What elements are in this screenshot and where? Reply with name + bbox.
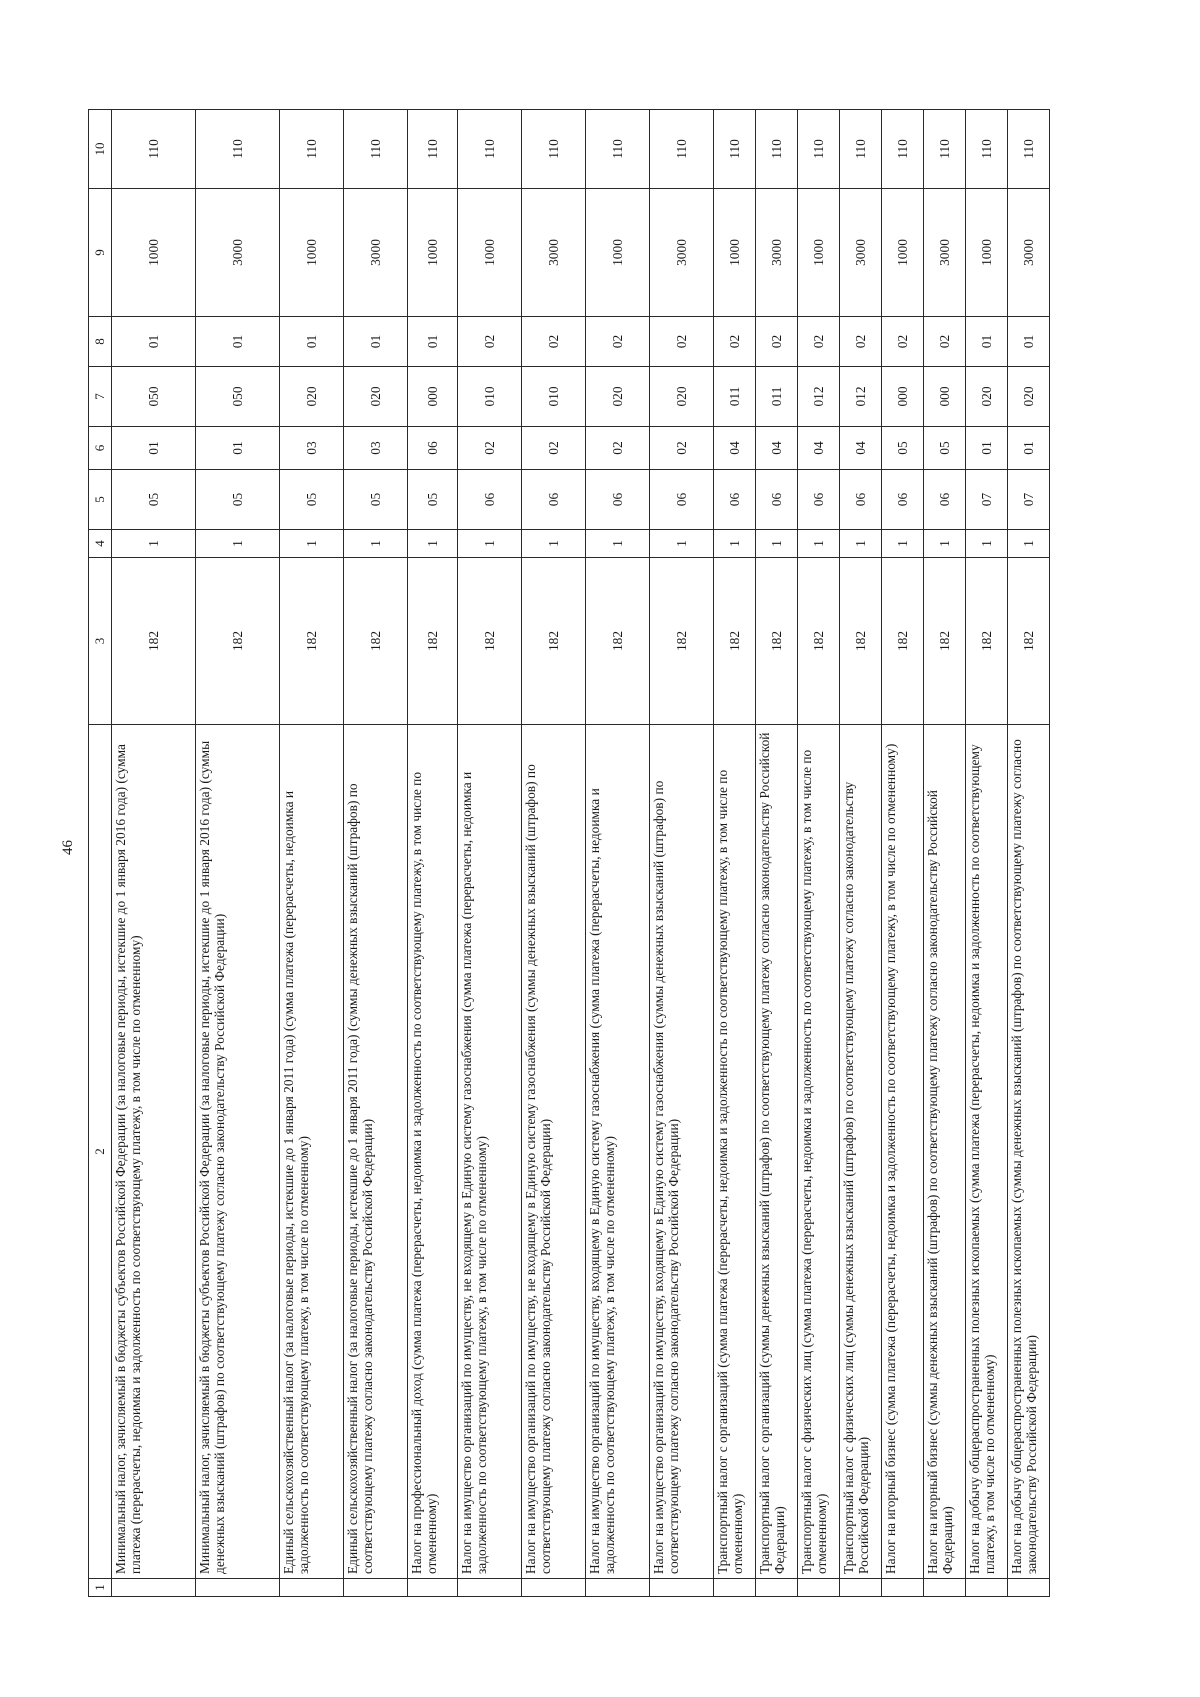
- row-cell-col1: [1008, 1579, 1050, 1597]
- row-cell-c5: 07: [1008, 470, 1050, 530]
- row-cell-c3: 182: [756, 558, 798, 725]
- row-cell-c10: 110: [714, 110, 756, 189]
- row-description: Транспортный налог с организаций (суммы денежных взысканий (штрафов) по соответствующему платежу согласно законодательству Российской Федерации): [756, 725, 798, 1579]
- row-cell-c6: 06: [408, 427, 458, 470]
- table-row: [344, 110, 408, 1597]
- row-cell-c3: 182: [458, 558, 522, 725]
- page-number: 46: [60, 840, 76, 855]
- row-cell-col1: [280, 1579, 344, 1597]
- row-description: Налог на имущество организаций по имуществу, входящему в Единую систему газоснабжения (суммы денежных взысканий (штрафов) по соответствующему платежу согласно законодательству Российской Федерации): [650, 725, 714, 1579]
- row-cell-col1: [924, 1579, 966, 1597]
- row-cell-c8: 02: [924, 317, 966, 367]
- row-cell-c4: 1: [924, 530, 966, 558]
- row-cell-c5: 05: [196, 470, 280, 530]
- row-cell-c3: 182: [840, 558, 882, 725]
- table-row: [522, 110, 586, 1597]
- row-cell-c8: 02: [522, 317, 586, 367]
- row-cell-c7: 011: [756, 367, 798, 427]
- row-cell-c9: 3000: [924, 189, 966, 317]
- header-cell-2: 2: [89, 725, 112, 1579]
- table-row: [280, 110, 344, 1597]
- row-cell-c9: 3000: [196, 189, 280, 317]
- row-cell-c3: 182: [408, 558, 458, 725]
- row-cell-c8: 01: [966, 317, 1008, 367]
- row-cell-c10: 110: [280, 110, 344, 189]
- row-cell-c6: 04: [714, 427, 756, 470]
- table-row: [924, 110, 966, 1597]
- row-description: Налог на игорный бизнес (суммы денежных взысканий (штрафов) по соответствующему платежу согласно законодательству Российской Федерации): [924, 725, 966, 1579]
- row-cell-col1: [798, 1579, 840, 1597]
- row-cell-c10: 110: [344, 110, 408, 189]
- row-cell-c6: 02: [586, 427, 650, 470]
- row-cell-c7: 020: [586, 367, 650, 427]
- table-row: [966, 110, 1008, 1597]
- row-description: Налог на добычу общераспространенных полезных ископаемых (сумма платежа (перерасчеты, недоимка и задолженность по соответствующему платежу, в том числе по отмененному): [966, 725, 1008, 1579]
- row-cell-c6: 01: [966, 427, 1008, 470]
- row-cell-c6: 03: [280, 427, 344, 470]
- row-cell-c8: 02: [840, 317, 882, 367]
- row-cell-col1: [112, 1579, 196, 1597]
- row-cell-c6: 02: [458, 427, 522, 470]
- table-row: [798, 110, 840, 1597]
- row-cell-c8: 01: [344, 317, 408, 367]
- row-cell-c6: 05: [882, 427, 924, 470]
- row-cell-c3: 182: [650, 558, 714, 725]
- row-cell-c5: 06: [924, 470, 966, 530]
- row-cell-c4: 1: [586, 530, 650, 558]
- row-cell-c4: 1: [408, 530, 458, 558]
- row-cell-col1: [882, 1579, 924, 1597]
- row-cell-c5: 06: [650, 470, 714, 530]
- row-cell-c5: 06: [756, 470, 798, 530]
- row-cell-c4: 1: [522, 530, 586, 558]
- row-cell-c4: 1: [112, 530, 196, 558]
- row-cell-c4: 1: [650, 530, 714, 558]
- row-cell-c10: 110: [112, 110, 196, 189]
- row-cell-c6: 03: [344, 427, 408, 470]
- row-cell-col1: [344, 1579, 408, 1597]
- rotated-table-wrapper: [88, 110, 1050, 1597]
- row-cell-col1: [458, 1579, 522, 1597]
- header-cell-4: 4: [89, 530, 112, 558]
- row-cell-c3: 182: [344, 558, 408, 725]
- row-cell-c9: 3000: [1008, 189, 1050, 317]
- header-cell-10: 10: [89, 110, 112, 189]
- row-cell-c4: 1: [196, 530, 280, 558]
- row-cell-c4: 1: [458, 530, 522, 558]
- row-cell-c7: 010: [522, 367, 586, 427]
- row-cell-c4: 1: [280, 530, 344, 558]
- row-cell-c8: 02: [586, 317, 650, 367]
- row-cell-c7: 050: [196, 367, 280, 427]
- row-cell-col1: [586, 1579, 650, 1597]
- row-description: Единый сельскохозяйственный налог (за налоговые периоды, истекшие до 1 января 2011 года) (сумма платежа (перерасчеты, недоимка и задолженность по соответствующему платежу, в том числе по отмененному): [280, 725, 344, 1579]
- row-description: Единый сельскохозяйственный налог (за налоговые периоды, истекшие до 1 января 2011 года) (суммы денежных взысканий (штрафов) по соответствующему платежу согласно законодательству Российской Федерации): [344, 725, 408, 1579]
- table-row: [882, 110, 924, 1597]
- row-cell-c7: 020: [344, 367, 408, 427]
- table-row: [458, 110, 522, 1597]
- row-cell-c6: 01: [1008, 427, 1050, 470]
- row-cell-c10: 110: [522, 110, 586, 189]
- row-description: Налог на игорный бизнес (сумма платежа (перерасчеты, недоимка и задолженность по соответствующему платежу, в том числе по отмененному): [882, 725, 924, 1579]
- row-cell-c8: 02: [650, 317, 714, 367]
- row-cell-c5: 05: [280, 470, 344, 530]
- table-row: [112, 110, 196, 1597]
- row-cell-c7: 000: [882, 367, 924, 427]
- header-cell-7: 7: [89, 367, 112, 427]
- row-cell-c9: 1000: [798, 189, 840, 317]
- row-cell-col1: [196, 1579, 280, 1597]
- row-cell-c5: 05: [344, 470, 408, 530]
- row-cell-c3: 182: [522, 558, 586, 725]
- row-cell-c9: 1000: [458, 189, 522, 317]
- row-cell-c6: 01: [196, 427, 280, 470]
- header-cell-6: 6: [89, 427, 112, 470]
- row-cell-c6: 02: [650, 427, 714, 470]
- table-header-row: [89, 110, 112, 1597]
- row-cell-c10: 110: [882, 110, 924, 189]
- row-cell-c4: 1: [798, 530, 840, 558]
- row-cell-col1: [522, 1579, 586, 1597]
- row-cell-c6: 04: [798, 427, 840, 470]
- header-cell-1: 1: [89, 1579, 112, 1597]
- row-cell-c4: 1: [1008, 530, 1050, 558]
- row-cell-c5: 06: [522, 470, 586, 530]
- row-cell-c5: 06: [586, 470, 650, 530]
- row-cell-c7: 011: [714, 367, 756, 427]
- row-cell-c3: 182: [586, 558, 650, 725]
- row-cell-col1: [650, 1579, 714, 1597]
- row-cell-c5: 05: [112, 470, 196, 530]
- table-body: [89, 110, 1050, 1597]
- row-cell-c3: 182: [882, 558, 924, 725]
- row-cell-c4: 1: [714, 530, 756, 558]
- header-cell-5: 5: [89, 470, 112, 530]
- row-description: Транспортный налог с организаций (сумма платежа (перерасчеты, недоимка и задолженность по соответствующему платежу, в том числе по отмененному): [714, 725, 756, 1579]
- row-cell-c10: 110: [586, 110, 650, 189]
- row-cell-c4: 1: [344, 530, 408, 558]
- row-cell-c10: 110: [924, 110, 966, 189]
- row-cell-c7: 050: [112, 367, 196, 427]
- row-cell-col1: [840, 1579, 882, 1597]
- row-cell-c3: 182: [112, 558, 196, 725]
- row-cell-c7: 010: [458, 367, 522, 427]
- row-cell-c10: 110: [798, 110, 840, 189]
- row-description: Транспортный налог с физических лиц (сумма платежа (перерасчеты, недоимка и задолженность по соответствующему платежу, в том числе по отмененному): [798, 725, 840, 1579]
- row-cell-c5: 06: [840, 470, 882, 530]
- row-cell-c7: 012: [798, 367, 840, 427]
- budget-classification-table: [88, 109, 1050, 1597]
- row-cell-c9: 1000: [408, 189, 458, 317]
- row-cell-c8: 01: [408, 317, 458, 367]
- row-cell-c9: 3000: [344, 189, 408, 317]
- row-cell-c3: 182: [714, 558, 756, 725]
- row-cell-c3: 182: [924, 558, 966, 725]
- row-cell-c10: 110: [756, 110, 798, 189]
- row-cell-c5: 06: [714, 470, 756, 530]
- row-cell-c9: 3000: [650, 189, 714, 317]
- row-description: Минимальный налог, зачисляемый в бюджеты субъектов Российской Федерации (за налоговые периоды, истекшие до 1 января 2016 года) (сумма платежа (перерасчеты, недоимка и задолженность по соответствующему платежу, в том числе по отмененному): [112, 725, 196, 1579]
- row-cell-c6: 01: [112, 427, 196, 470]
- table-row: [714, 110, 756, 1597]
- row-cell-col1: [714, 1579, 756, 1597]
- row-cell-c8: 02: [756, 317, 798, 367]
- row-cell-c6: 04: [840, 427, 882, 470]
- row-cell-c10: 110: [1008, 110, 1050, 189]
- row-cell-c4: 1: [756, 530, 798, 558]
- row-cell-c8: 02: [714, 317, 756, 367]
- row-cell-c9: 3000: [840, 189, 882, 317]
- row-description: Налог на имущество организаций по имуществу, входящему в Единую систему газоснабжения (сумма платежа (перерасчеты, недоимка и задолженность по соответствующему платежу, в том числе по отмененному): [586, 725, 650, 1579]
- row-cell-c8: 02: [798, 317, 840, 367]
- row-cell-c9: 1000: [966, 189, 1008, 317]
- row-description: Налог на имущество организаций по имуществу, не входящему в Единую систему газоснабжения (сумма платежа (перерасчеты, недоимка и задолженность по соответствующему платежу, в том числе по отмененному): [458, 725, 522, 1579]
- header-cell-8: 8: [89, 317, 112, 367]
- row-description: Минимальный налог, зачисляемый в бюджеты субъектов Российской Федерации (за налоговые периоды, истекшие до 1 января 2016 года) (суммы денежных взысканий (штрафов) по соответствующему платежу согласно законодательству Российской Федерации): [196, 725, 280, 1579]
- row-cell-c8: 02: [458, 317, 522, 367]
- row-cell-c4: 1: [840, 530, 882, 558]
- row-cell-c8: 02: [882, 317, 924, 367]
- table-row: [756, 110, 798, 1597]
- table-row: [408, 110, 458, 1597]
- row-cell-c7: 020: [966, 367, 1008, 427]
- row-cell-c10: 110: [408, 110, 458, 189]
- row-cell-c9: 1000: [586, 189, 650, 317]
- row-cell-c3: 182: [798, 558, 840, 725]
- row-cell-col1: [408, 1579, 458, 1597]
- row-cell-c9: 1000: [882, 189, 924, 317]
- row-cell-c10: 110: [650, 110, 714, 189]
- table-row: [586, 110, 650, 1597]
- table-row: [650, 110, 714, 1597]
- row-cell-col1: [756, 1579, 798, 1597]
- row-cell-c9: 1000: [280, 189, 344, 317]
- row-cell-c9: 3000: [522, 189, 586, 317]
- row-cell-c6: 04: [756, 427, 798, 470]
- row-cell-c7: 020: [280, 367, 344, 427]
- row-cell-c8: 01: [112, 317, 196, 367]
- row-cell-c3: 182: [1008, 558, 1050, 725]
- row-cell-c9: 1000: [112, 189, 196, 317]
- row-cell-c10: 110: [840, 110, 882, 189]
- table-row: [840, 110, 882, 1597]
- row-cell-c4: 1: [882, 530, 924, 558]
- row-cell-c3: 182: [280, 558, 344, 725]
- row-cell-c5: 06: [458, 470, 522, 530]
- row-cell-c8: 01: [196, 317, 280, 367]
- row-cell-c5: 07: [966, 470, 1008, 530]
- row-cell-c5: 05: [408, 470, 458, 530]
- row-cell-c7: 020: [650, 367, 714, 427]
- header-cell-9: 9: [89, 189, 112, 317]
- row-description: Налог на добычу общераспространенных полезных ископаемых (суммы денежных взысканий (штрафов) по соответствующему платежу согласно законодательству Российской Федерации): [1008, 725, 1050, 1579]
- row-cell-c8: 01: [280, 317, 344, 367]
- row-cell-c3: 182: [196, 558, 280, 725]
- row-cell-c3: 182: [966, 558, 1008, 725]
- table-row: [1008, 110, 1050, 1597]
- row-description: Налог на профессиональный доход (сумма платежа (перерасчеты, недоимка и задолженность по соответствующему платежу, в том числе по отмененному): [408, 725, 458, 1579]
- row-cell-c8: 01: [1008, 317, 1050, 367]
- header-cell-3: 3: [89, 558, 112, 725]
- row-cell-c10: 110: [196, 110, 280, 189]
- row-cell-c9: 3000: [756, 189, 798, 317]
- row-description: Налог на имущество организаций по имуществу, не входящему в Единую систему газоснабжения (суммы денежных взысканий (штрафов) по соответствующему платежу согласно законодательству Российской Федерации): [522, 725, 586, 1579]
- row-cell-c5: 06: [798, 470, 840, 530]
- row-cell-c9: 1000: [714, 189, 756, 317]
- row-cell-c4: 1: [966, 530, 1008, 558]
- row-cell-c10: 110: [458, 110, 522, 189]
- row-cell-c7: 000: [924, 367, 966, 427]
- row-cell-c7: 012: [840, 367, 882, 427]
- row-description: Транспортный налог с физических лиц (суммы денежных взысканий (штрафов) по соответствующему платежу согласно законодательству Российской Федерации): [840, 725, 882, 1579]
- row-cell-c6: 02: [522, 427, 586, 470]
- row-cell-c5: 06: [882, 470, 924, 530]
- table-row: [196, 110, 280, 1597]
- row-cell-c6: 05: [924, 427, 966, 470]
- row-cell-c10: 110: [966, 110, 1008, 189]
- row-cell-c7: 020: [1008, 367, 1050, 427]
- row-cell-col1: [966, 1579, 1008, 1597]
- row-cell-c7: 000: [408, 367, 458, 427]
